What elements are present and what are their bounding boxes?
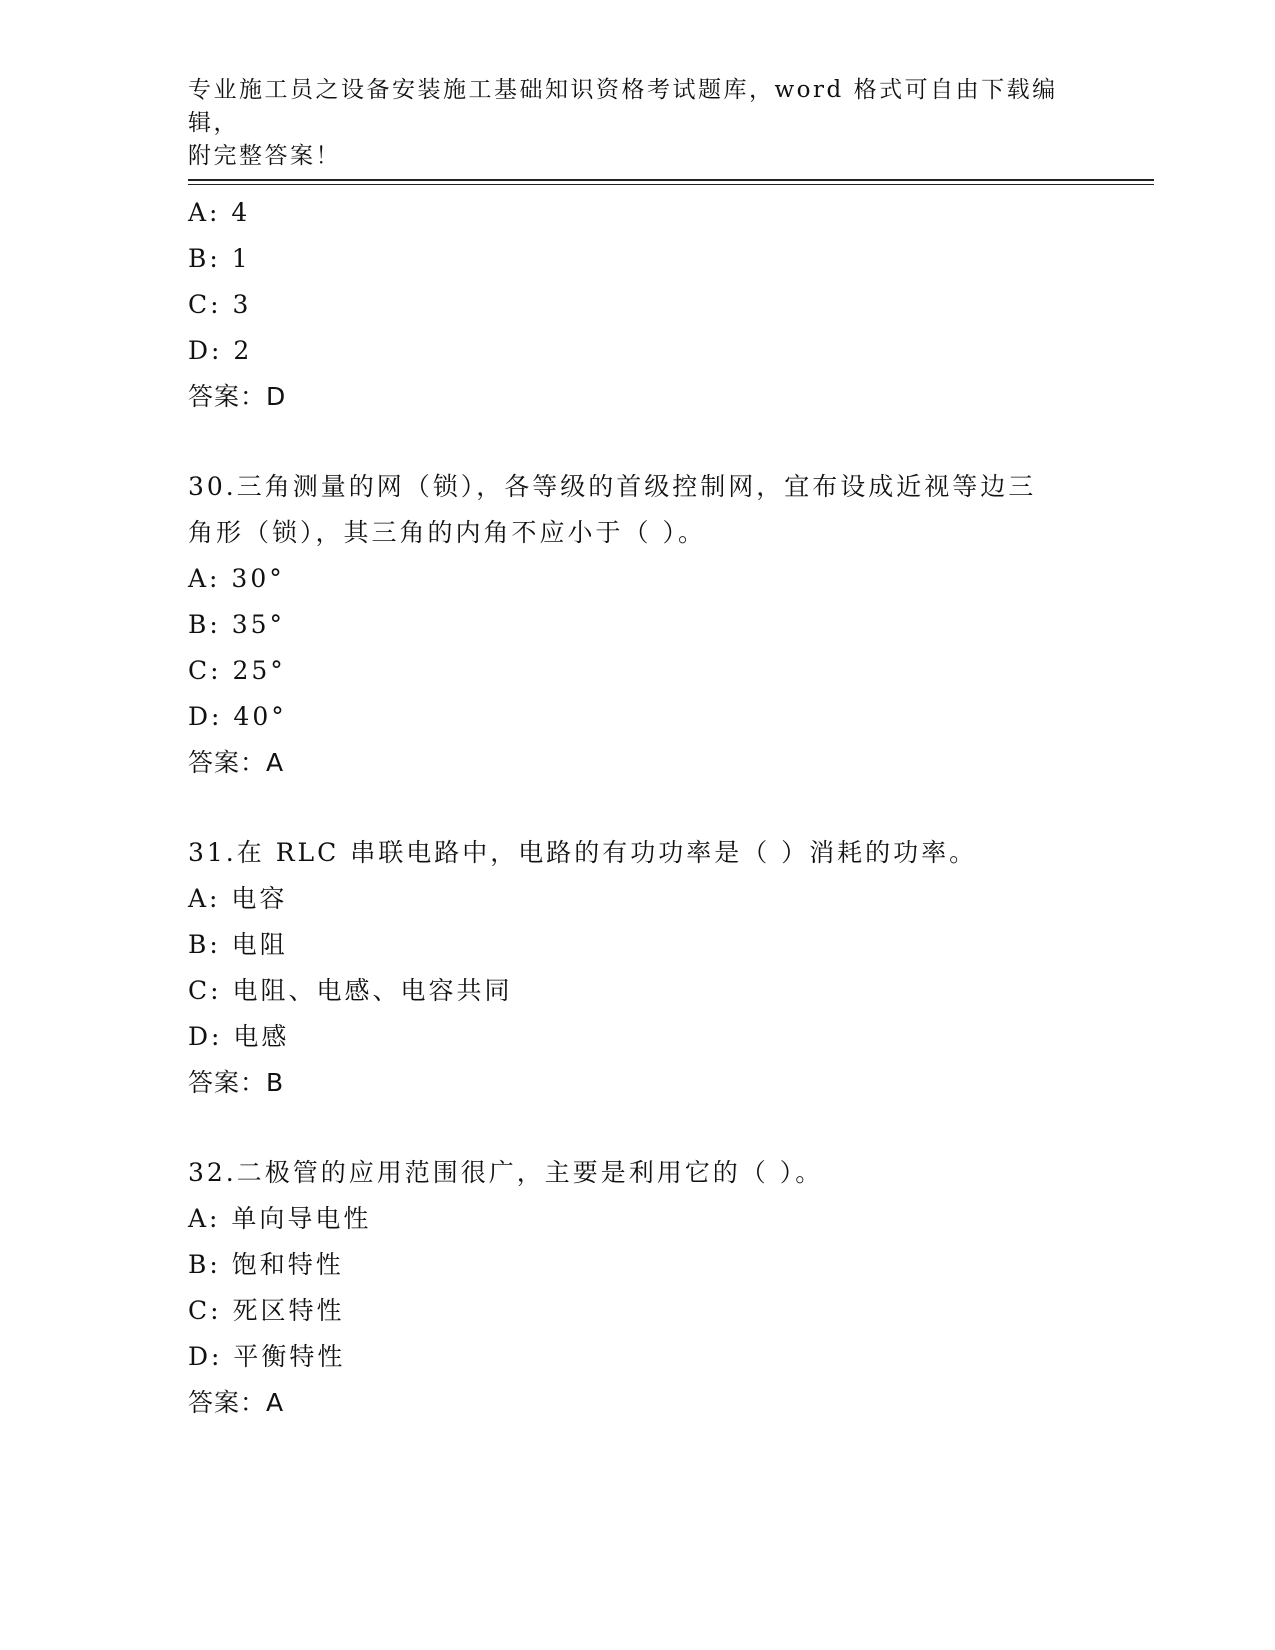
option-a: A: 电容	[188, 884, 288, 913]
question-block-30	[188, 464, 1088, 786]
question-block-32	[188, 1150, 1088, 1426]
answer-line: 答案：D	[188, 382, 287, 411]
option-b: B: 电阻	[188, 930, 288, 959]
question-block-29	[188, 190, 1088, 420]
question-spacer	[188, 420, 1088, 464]
option-c: C: 死区特性	[188, 1296, 345, 1325]
answer-line: 答案：A	[188, 1388, 285, 1417]
option-d: D: 平衡特性	[188, 1342, 346, 1371]
option-c: C: 电阻、电感、电容共同	[188, 976, 513, 1005]
header-divider-thick	[188, 179, 1154, 181]
option-a: A: 4	[188, 198, 251, 227]
option-a: A: 30°	[188, 564, 285, 593]
option-b: B: 饱和特性	[188, 1250, 344, 1279]
option-d: D: 40°	[188, 702, 287, 731]
document-header	[188, 74, 1088, 173]
option-b: B: 1	[188, 244, 251, 273]
option-c: C: 25°	[188, 656, 286, 685]
question-stem-line-1: 32.二极管的应用范围很广，主要是利用它的（ ）。	[188, 1158, 824, 1187]
question-list	[188, 190, 1088, 1426]
header-line-1: 专业施工员之设备安装施工基础知识资格考试题库，word 格式可自由下载编辑，	[188, 77, 1058, 136]
option-d: D: 2	[188, 336, 253, 365]
option-d: D: 电感	[188, 1022, 290, 1051]
option-a: A: 单向导电性	[188, 1204, 372, 1233]
question-stem-line-1: 30.三角测量的网（锁），各等级的首级控制网，宜布设成近视等边三	[188, 472, 1037, 501]
answer-line: 答案：A	[188, 748, 285, 777]
question-block-31	[188, 830, 1088, 1106]
question-spacer	[188, 1106, 1088, 1150]
question-stem-line-1: 31.在 RLC 串联电路中，电路的有功功率是（ ）消耗的功率。	[188, 838, 978, 867]
answer-line: 答案：B	[188, 1068, 285, 1097]
header-line-2: 附完整答案！	[188, 143, 341, 169]
header-divider-thin	[188, 184, 1154, 185]
question-spacer	[188, 786, 1088, 830]
question-stem-line-2: 角形（锁），其三角的内角不应小于（ ）。	[188, 518, 706, 547]
option-c: C: 3	[188, 290, 252, 319]
option-b: B: 35°	[188, 610, 286, 639]
